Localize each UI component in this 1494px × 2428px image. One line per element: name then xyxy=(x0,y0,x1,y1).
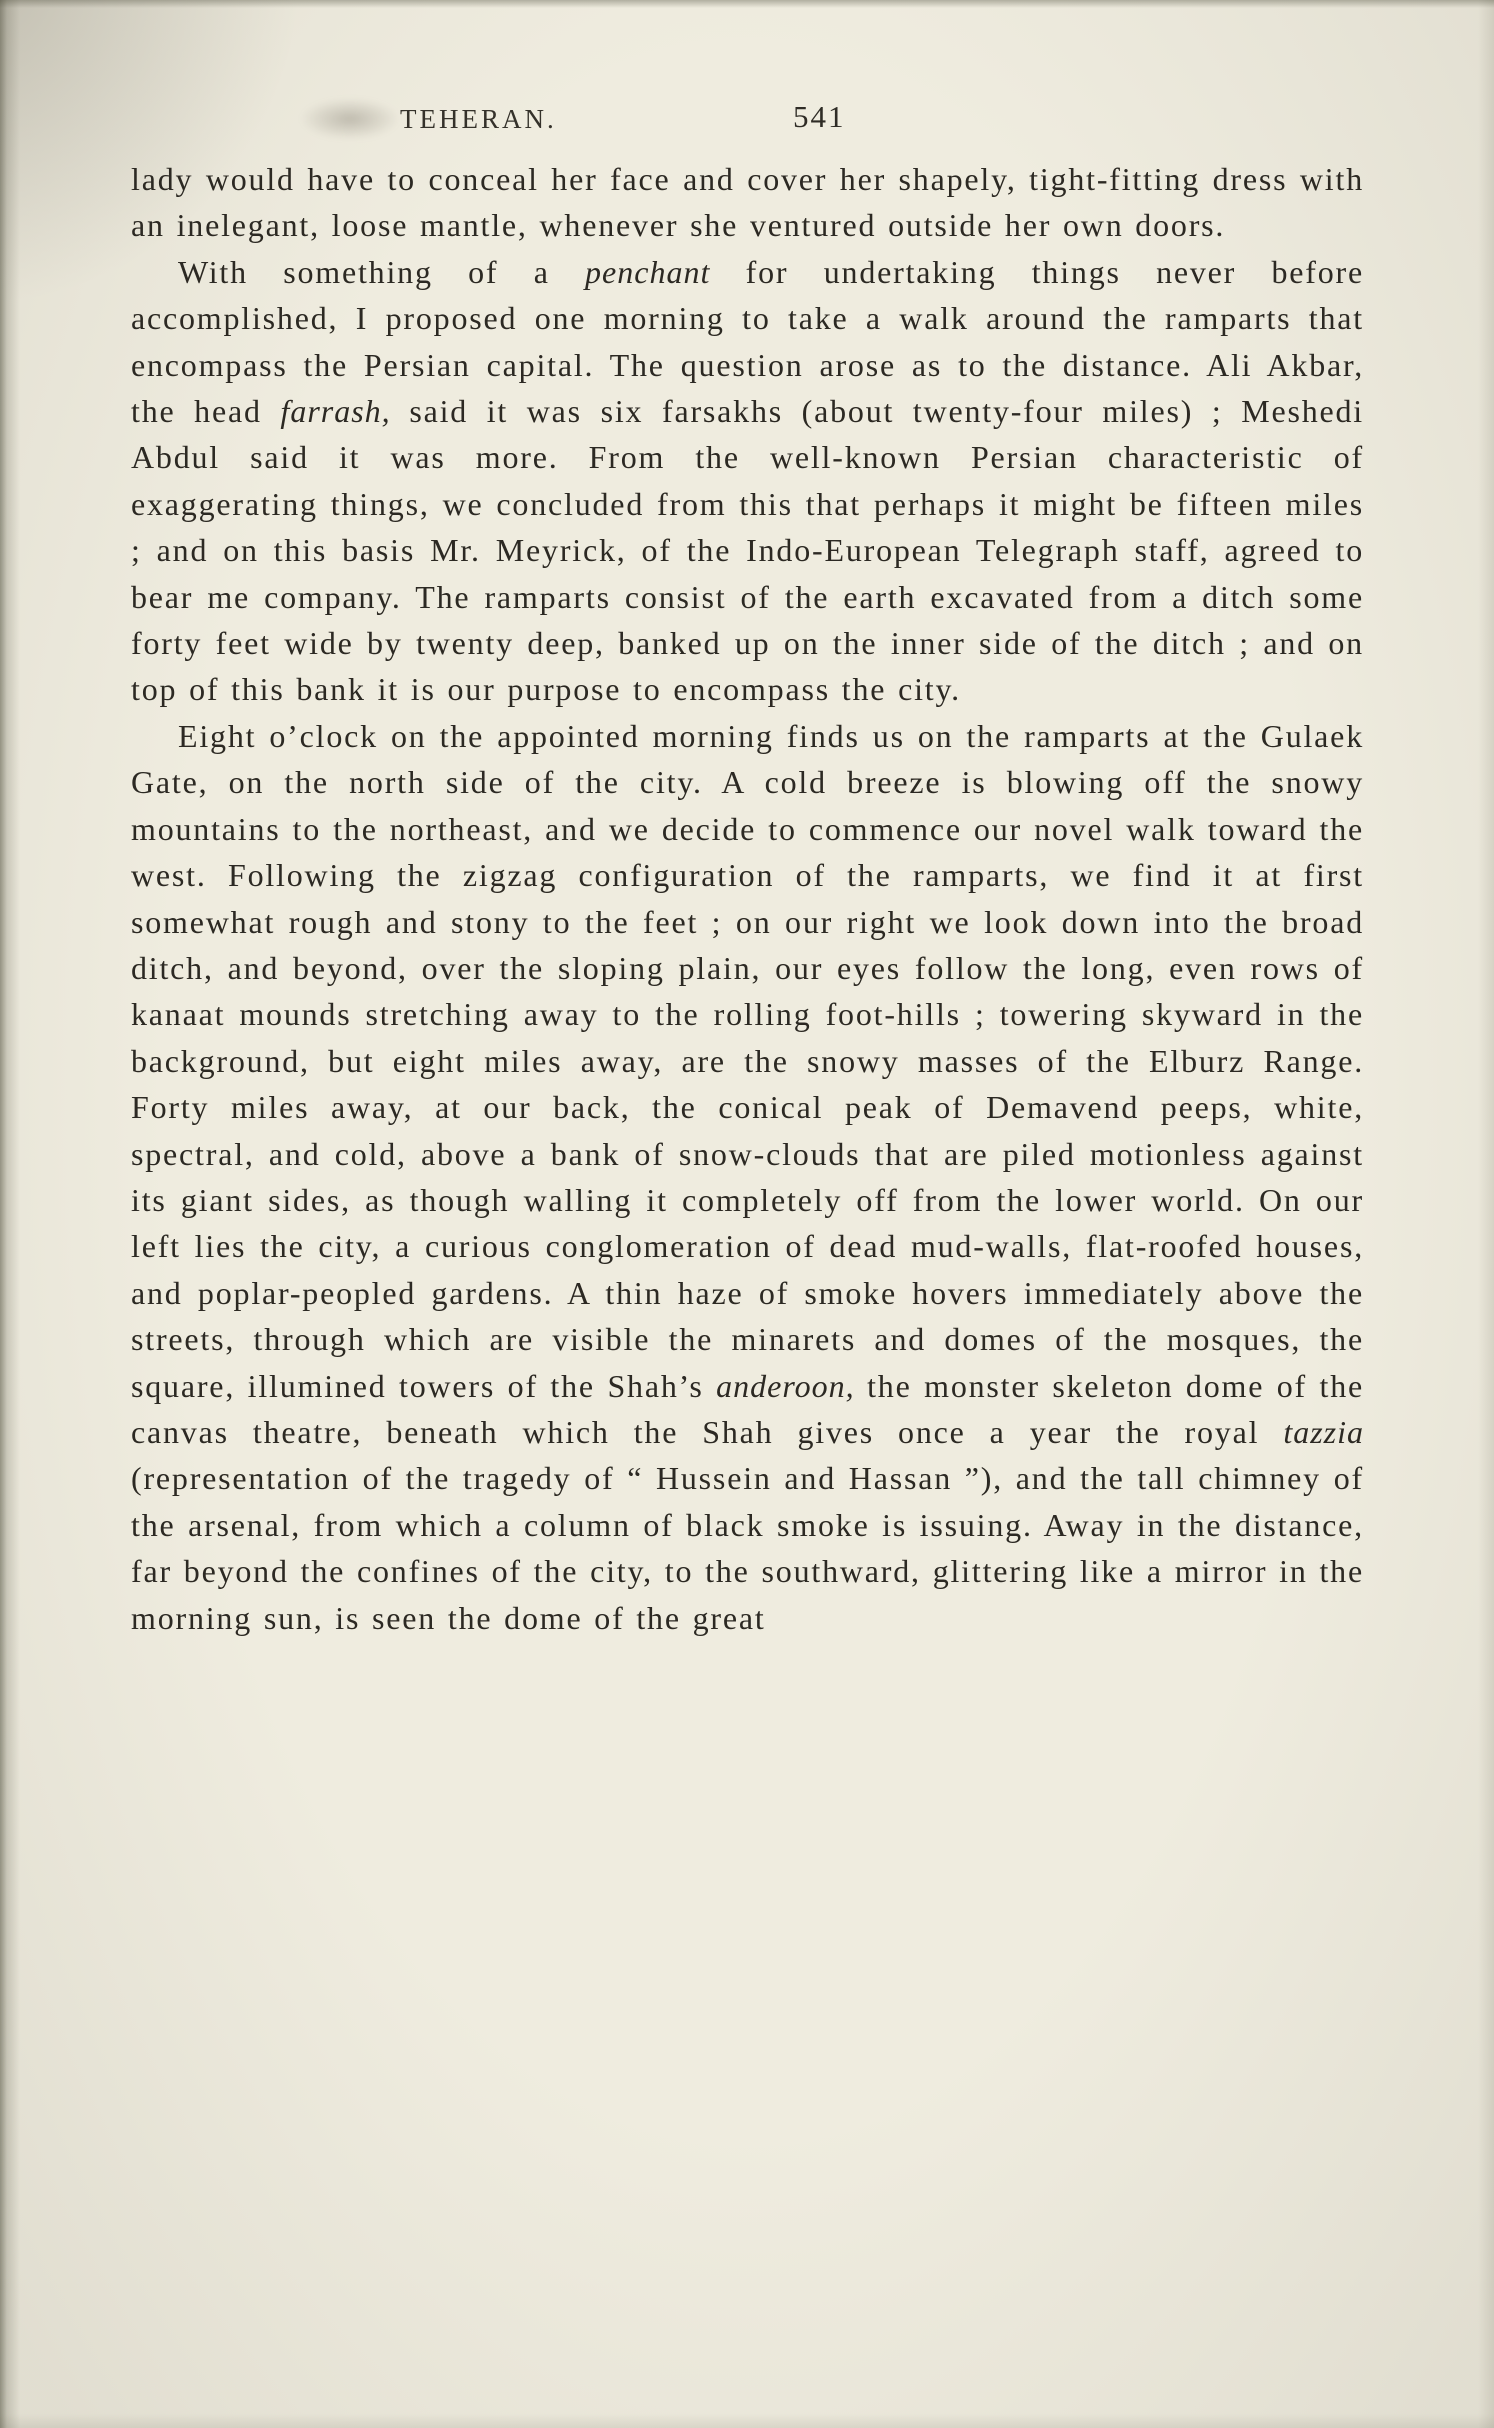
text-block xyxy=(131,156,1364,1641)
page-number: 541 xyxy=(793,99,846,134)
italic-text: penchant xyxy=(585,253,711,290)
paragraph xyxy=(131,249,1364,713)
body-text: the monster skeleton dome of the canvas theatre, beneath which the Shah gives once a year the royal xyxy=(131,1367,1365,1450)
body-text: said it was six farsakhs (about twenty-four miles) ; Meshedi Abdul said it was more. From the well-known Persian characteristic of exaggerating things, we concluded from this that perhaps it might be fifteen miles ; and on this basis Mr. Meyrick, of the Indo-European Telegraph staff, agreed to bear me company. The ramparts consist of the earth excavated from a ditch some forty feet wide by twenty deep, banked up on the inner side of the ditch ; and on top of this bank it is our purpose to encompass the city. xyxy=(131,393,1364,708)
body-text: lady would have to conceal her face and cover her shapely, tight-fitting dress with an inelegant, loose mantle, whenever she ventured outside her own doors. xyxy=(131,161,1364,244)
paragraph xyxy=(131,713,1364,1641)
scan-smudge xyxy=(300,98,400,140)
italic-text: tazzia xyxy=(1283,1413,1364,1450)
body-text: (representation of the tragedy of “ Hussein and Hassan ”), and the tall chimney of the arsenal, from which a column of black smoke is issuing. Away in the distance, far beyond the confines of the city, to the southward, glittering like a mirror in the morning sun, is seen the dome of the great xyxy=(131,1460,1364,1636)
body-text: With something of a xyxy=(178,253,586,290)
italic-text: farrash, xyxy=(280,393,391,430)
paragraph xyxy=(131,156,1364,249)
italic-text: anderoon, xyxy=(716,1367,855,1404)
running-title: TEHERAN. xyxy=(400,104,557,134)
body-text: Eight o’clock on the appointed morning finds us on the ramparts at the Gulaek Gate, on the north side of the city. A cold breeze is blowing off the snowy mountains to the northeast, and we decide to commence our novel walk toward the west. Following the zigzag configuration of the ramparts, we find it at first somewhat rough and stony to the feet ; on our right we look down into the broad ditch, and beyond, over the sloping plain, our eyes follow the long, even rows of kanaat mounds stretching away to the rolling foot-hills ; towering skyward in the background, but eight miles away, are the snowy masses of the Elburz Range. Forty miles away, at our back, the conical peak of Demavend peeps, white, spectral, and cold, above a bank of snow-clouds that are piled motionless against its giant sides, as though walling it completely off from the lower world. On our left lies the city, a curious conglomeration of dead mud-walls, flat-roofed houses, and poplar-peopled gardens. A thin haze of smoke hovers immediately above the streets, through which are visible the minarets and domes of the mosques, the square, illumined towers of the Shah’s xyxy=(131,717,1364,1404)
body-text: for undertaking things never before accomplished, I proposed one morning to take a walk around the ramparts that encompass the Persian capital. The question arose as to the distance. Ali Akbar, the head xyxy=(131,253,1364,430)
